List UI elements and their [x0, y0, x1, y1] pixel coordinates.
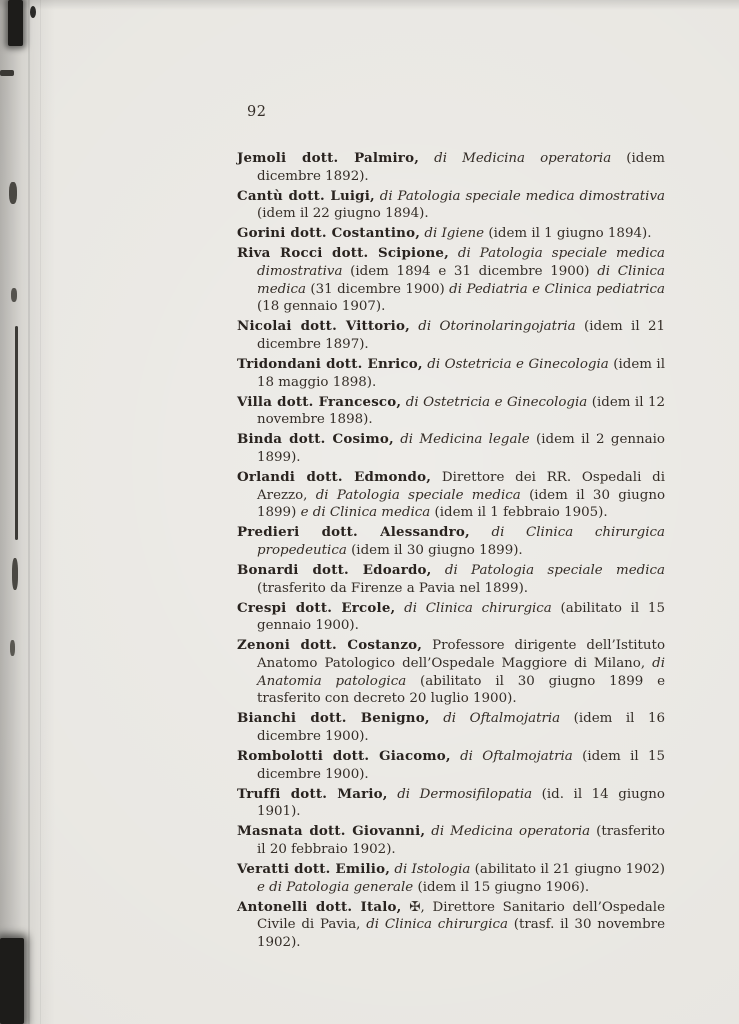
- entry-text: (idem il 12 novembre 1898).: [257, 394, 665, 428]
- entry-text: (idem il 30 giugno 1899): [257, 487, 666, 521]
- specialty-text: di Anatomia patologica: [257, 656, 665, 689]
- person-name: Cantù dott. Luigi,: [237, 187, 375, 204]
- entry-text: Professore dirigente dell’Istituto Anatomo Patologico dell’Ospedale Maggiore di Milano,: [257, 638, 666, 672]
- person-name: Rombolotti dott. Giacomo,: [237, 748, 451, 764]
- person-name: Antonelli dott. Italo,: [237, 898, 402, 915]
- entry-text: (31 dicembre 1900): [310, 281, 450, 297]
- entry-text: (idem il 1 febbraio 1905).: [434, 505, 608, 521]
- specialty-text: di Clinica chirurgica: [395, 600, 561, 616]
- entry-text: (abilitato il 30 giugno 1899 e trasferito con decreto 20 luglio 1900).: [257, 673, 665, 707]
- binding-crease: [40, 0, 41, 1024]
- person-name: Predieri dott. Alessandro,: [237, 524, 470, 541]
- specialty-text: di Oftalmojatria: [450, 749, 583, 764]
- directory-entry: [237, 356, 665, 391]
- person-name: Tridondani dott. Enrico,: [237, 356, 423, 373]
- entry-text: (idem il 1 giugno 1894).: [488, 226, 652, 242]
- specialty-text: e di Patologia generale: [257, 879, 418, 895]
- entry-text: (idem il 22 giugno 1894).: [257, 206, 429, 222]
- entry-text: (abilitato il 15 gennaio 1900).: [257, 600, 665, 634]
- entry-text: (id. il 14 giugno 1901).: [257, 786, 665, 820]
- specialty-text: di Medicina legale: [393, 432, 537, 448]
- entry-text: (trasferito da Firenze a Pavia nel 1899).: [257, 580, 529, 596]
- person-name: Bianchi dott. Benigno,: [237, 710, 430, 727]
- scan-artifact: [9, 182, 17, 204]
- entry-text: (trasferito il 20 febbraio 1902).: [257, 824, 665, 857]
- entry-text: (idem il 21 dicembre 1897).: [257, 319, 665, 352]
- person-name: Truffi dott. Mario,: [237, 785, 388, 802]
- directory-entry: [237, 524, 665, 559]
- person-name: Nicolai dott. Vittorio,: [237, 318, 410, 335]
- specialty-text: e di Clinica medica: [300, 505, 435, 521]
- specialty-text: di Pediatria e Clinica pediatrica: [449, 281, 666, 297]
- directory-entry: [237, 861, 665, 896]
- person-name: Bonardi dott. Edoardo,: [237, 562, 432, 579]
- page-number: 92: [247, 104, 267, 120]
- entries-list: [237, 150, 665, 954]
- directory-entry: [237, 637, 665, 707]
- entry-text: (idem il 15 dicembre 1900).: [257, 749, 666, 782]
- scan-artifact: [11, 288, 17, 302]
- entry-text: (idem il 15 giugno 1906).: [417, 879, 590, 895]
- specialty-text: di Oftalmojatria: [429, 711, 574, 727]
- scan-artifact: [30, 6, 36, 18]
- person-name: Binda dott. Cosimo,: [237, 431, 394, 448]
- scan-artifact: [8, 0, 23, 46]
- directory-entry: [237, 225, 665, 243]
- specialty-text: di Patologia speciale medica: [315, 487, 530, 503]
- person-name: Riva Rocci dott. Scipione,: [237, 245, 449, 262]
- specialty-text: di Clinica medica: [257, 264, 665, 297]
- directory-entry: [237, 710, 665, 745]
- scan-artifact: [15, 326, 18, 540]
- specialty-text: di Clinica chirurgica propedeutica: [257, 525, 665, 558]
- specialty-text: di Patologia speciale medica dimostrativa: [257, 246, 665, 280]
- specialty-text: di Dermosifilopatia: [387, 786, 542, 802]
- specialty-text: di Clinica chirurgica: [366, 917, 514, 933]
- specialty-text: di Medicina operatoria: [419, 151, 627, 166]
- binding-crease: [28, 0, 30, 1024]
- entry-text: (idem il 16 dicembre 1900).: [257, 711, 665, 744]
- directory-entry: [237, 823, 665, 858]
- person-name: Masnata dott. Giovanni,: [237, 823, 426, 840]
- scan-artifact: [0, 70, 14, 76]
- directory-entry: [237, 431, 665, 466]
- scan-artifact: [10, 640, 15, 656]
- directory-entry: [237, 899, 665, 952]
- specialty-text: di Istologia: [390, 862, 475, 878]
- person-name: Jemoli dott. Palmiro,: [237, 150, 420, 166]
- person-name: Orlandi dott. Edmondo,: [237, 469, 432, 486]
- scan-artifact: [12, 558, 18, 590]
- person-name: Gorini dott. Costantino,: [237, 225, 421, 242]
- entry-text: ✠, Direttore Sanitario dell’Ospedale Civile di Pavia,: [257, 899, 665, 933]
- entry-text: (idem il 18 maggio 1898).: [257, 357, 665, 390]
- entry-text: (idem 1894 e 31 dicembre 1900): [350, 264, 598, 280]
- specialty-text: di Otorinolaringojatria: [409, 319, 584, 335]
- person-name: Villa dott. Francesco,: [237, 393, 402, 410]
- directory-entry: [237, 469, 665, 522]
- directory-entry: [237, 562, 665, 597]
- directory-entry: [237, 600, 665, 635]
- directory-entry: [237, 748, 665, 783]
- directory-entry: [237, 394, 665, 429]
- person-name: Crespi dott. Ercole,: [237, 599, 396, 616]
- entry-text: Direttore dei RR. Ospedali di Arezzo,: [257, 470, 665, 503]
- entry-text: (abilitato il 21 giugno 1902): [474, 862, 665, 878]
- specialty-text: di Patologia speciale medica dimostrativa: [374, 188, 665, 204]
- entry-text: (trasf. il 30 novembre 1902).: [257, 917, 665, 950]
- directory-entry: [237, 318, 665, 353]
- entry-text: (idem dicembre 1892).: [257, 151, 665, 184]
- specialty-text: di Patologia speciale medica: [431, 563, 666, 579]
- scan-artifact: [0, 938, 24, 1024]
- specialty-text: di Medicina operatoria: [425, 824, 597, 840]
- directory-entry: [237, 188, 665, 223]
- directory-entry: [237, 150, 665, 185]
- person-name: Zenoni dott. Costanzo,: [237, 637, 423, 654]
- entry-text: (18 gennaio 1907).: [257, 299, 386, 315]
- specialty-text: di Ostetricia e Ginecologia: [401, 394, 592, 410]
- specialty-text: di Igiene: [420, 226, 489, 242]
- directory-entry: [237, 245, 665, 315]
- entry-text: (idem il 2 gennaio 1899).: [257, 432, 665, 465]
- specialty-text: di Ostetricia e Ginecologia: [422, 357, 614, 373]
- directory-entry: [237, 786, 665, 821]
- person-name: Veratti dott. Emilio,: [237, 861, 391, 878]
- entry-text: (idem il 30 giugno 1899).: [351, 542, 523, 558]
